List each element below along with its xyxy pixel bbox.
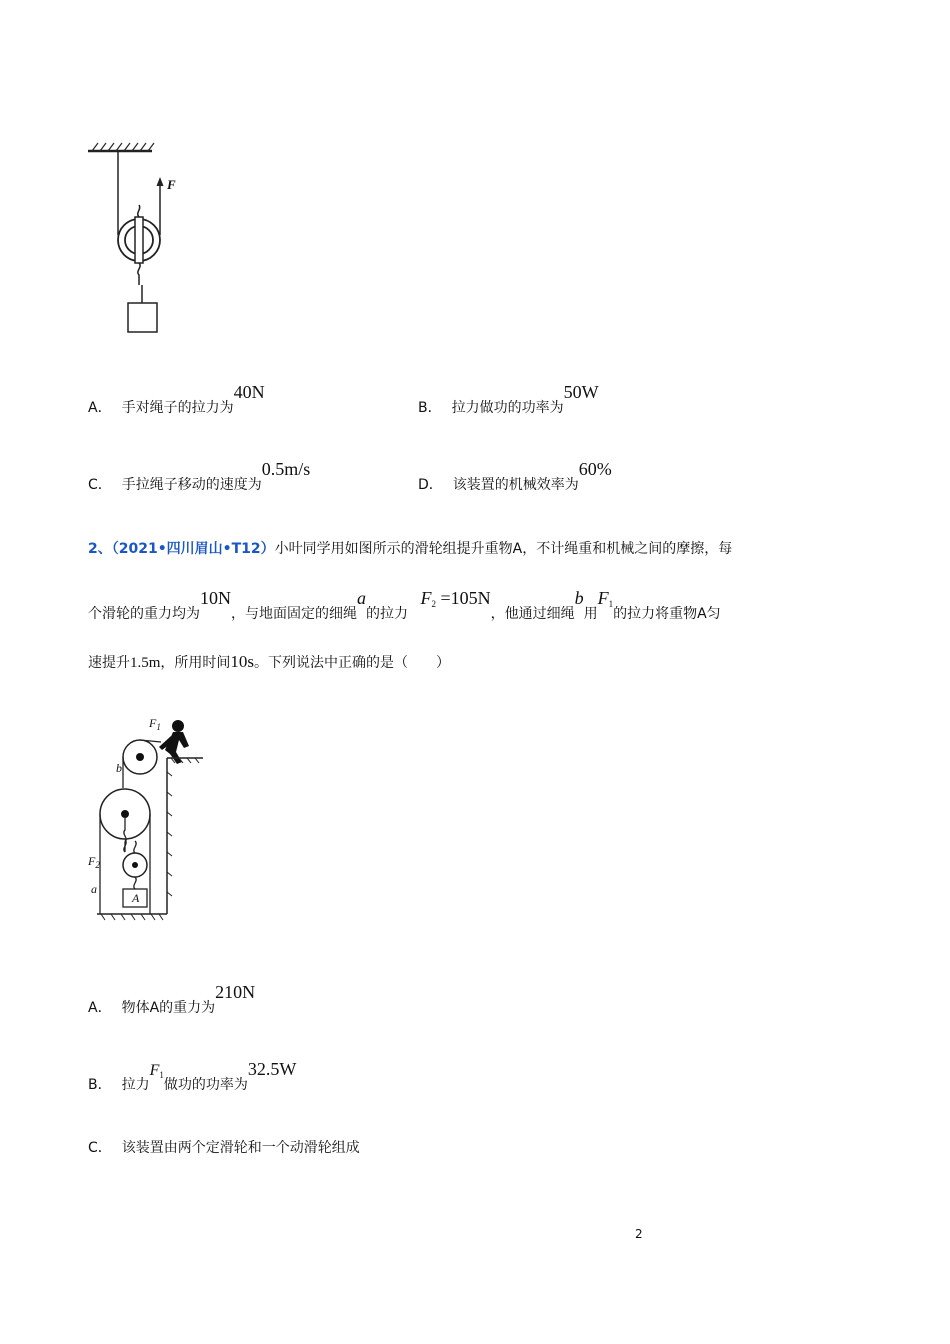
stem-text: ，他通过细绳 xyxy=(490,606,575,622)
page-number: 2 xyxy=(635,1227,643,1241)
label-text: F xyxy=(88,854,96,868)
f2-subscript: 2 xyxy=(431,599,436,609)
option-text: 该装置的机械效率为 xyxy=(452,477,579,493)
fig2-label-weight-a: A xyxy=(132,891,140,905)
q2-option-c[interactable] xyxy=(88,1137,360,1157)
stem-text: ，所用时间 xyxy=(160,655,231,671)
option-a[interactable] xyxy=(88,382,265,417)
option-letter: A． xyxy=(88,1000,112,1016)
f1-symbol: F xyxy=(597,588,609,608)
rope-b-symbol: b xyxy=(574,588,584,608)
f2-value: =105N xyxy=(440,588,491,608)
q2-option-a[interactable] xyxy=(88,982,256,1017)
q2-option-b[interactable] xyxy=(88,1059,297,1094)
label-text: F xyxy=(149,716,157,730)
question-source: （2021•四川眉山•T12） xyxy=(111,541,275,557)
option-d[interactable] xyxy=(418,459,612,494)
f1-symbol-group xyxy=(598,588,614,608)
f1-symbol: F xyxy=(149,1062,160,1079)
f2-symbol: F xyxy=(420,588,432,608)
stem-text: 个滑轮的重力均为 xyxy=(88,606,200,622)
question-number: 2、 xyxy=(88,541,112,557)
stem-text: 的拉力将重物A匀 xyxy=(613,606,721,622)
fig2-label-b: b xyxy=(116,761,122,775)
option-c[interactable] xyxy=(88,459,311,494)
option-text: 拉力做功的功率为 xyxy=(451,400,564,416)
option-letter: B． xyxy=(418,400,442,416)
pulley-figure-1 xyxy=(80,135,170,340)
fig2-label-f2 xyxy=(88,854,100,870)
fig2-label-f1 xyxy=(149,716,161,732)
option-letter: C． xyxy=(88,1140,112,1156)
option-value: 210N xyxy=(215,982,256,1002)
option-text: 物体A的重力为 xyxy=(121,1000,216,1016)
question-2-line-1 xyxy=(88,538,732,558)
option-b[interactable] xyxy=(418,382,599,417)
f1-subscript: 1 xyxy=(159,1070,164,1080)
f2-equation xyxy=(420,588,490,608)
question-stem: 小叶同学用如图所示的滑轮组提升重物A，不计绳重和机械之间的摩擦，每 xyxy=(274,541,733,557)
option-value: 32.5W xyxy=(247,1059,297,1079)
option-text: 做功的功率为 xyxy=(163,1077,248,1093)
label-sub: 1 xyxy=(156,722,161,732)
option-value: 0.5m/s xyxy=(261,459,311,479)
option-value: 50W xyxy=(563,382,599,402)
rope-a-symbol: a xyxy=(357,588,366,608)
stem-text: 的拉力 xyxy=(366,606,408,622)
option-letter: C． xyxy=(88,477,112,493)
stem-text: 。下列说法中正确的是（ ） xyxy=(254,655,451,671)
option-text: 手拉绳子移动的速度为 xyxy=(121,477,262,493)
option-letter: A． xyxy=(88,400,112,416)
option-letter: B． xyxy=(88,1077,112,1093)
stem-text: 速提升 xyxy=(88,655,130,671)
pulley-weight: 10N xyxy=(200,588,231,608)
f1-subscript: 1 xyxy=(608,599,614,609)
pulley-figure-2 xyxy=(85,712,215,922)
distance-value: 1.5m xyxy=(130,655,161,671)
option-text: 拉力 xyxy=(121,1077,150,1093)
f1-symbol-group xyxy=(150,1062,164,1079)
fig2-label-a: a xyxy=(91,882,97,896)
question-2-line-3 xyxy=(88,652,450,672)
label-sub: 2 xyxy=(95,860,100,870)
question-2-line-2 xyxy=(88,588,721,623)
time-value: 10s xyxy=(230,652,255,671)
option-value: 60% xyxy=(578,459,612,479)
stem-text: ，与地面固定的细绳 xyxy=(231,606,357,622)
force-label-f: F xyxy=(167,177,176,192)
option-text: 手对绳子的拉力为 xyxy=(121,400,234,416)
stem-text: 用 xyxy=(583,606,598,622)
option-value: 40N xyxy=(233,382,265,402)
option-letter: D． xyxy=(418,477,443,493)
option-text: 该装置由两个定滑轮和一个动滑轮组成 xyxy=(121,1140,360,1156)
